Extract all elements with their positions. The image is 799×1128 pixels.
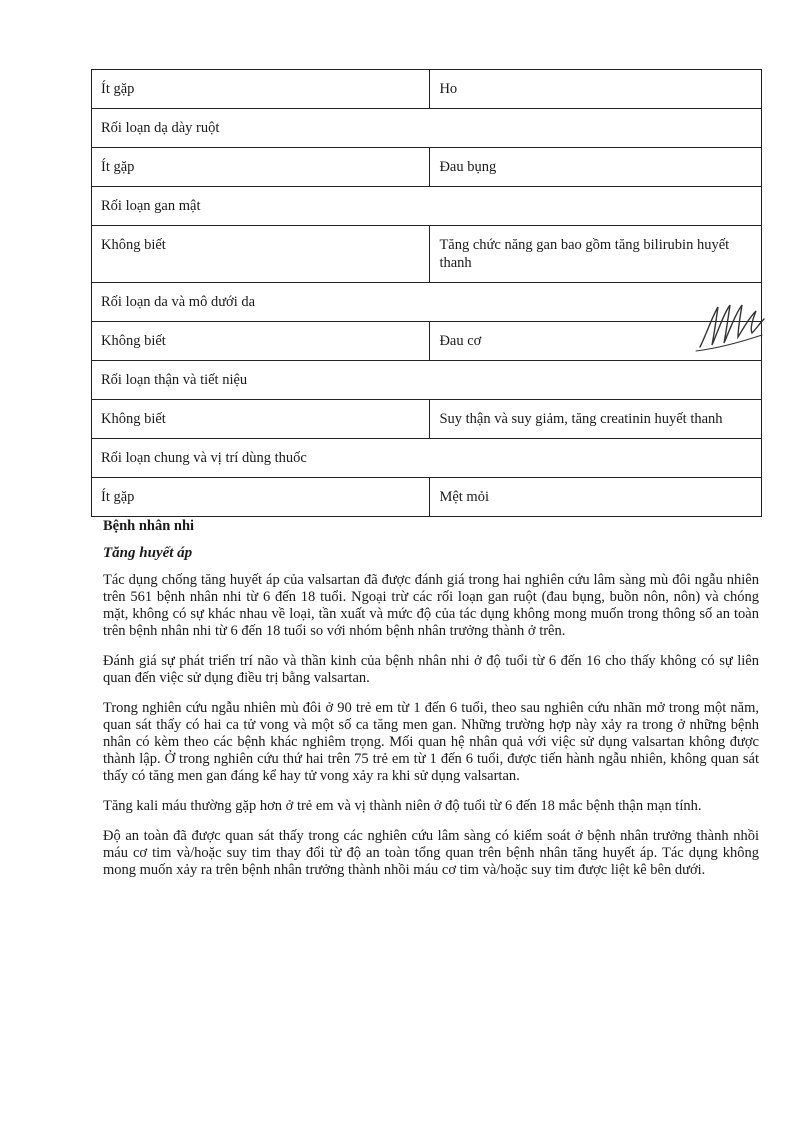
paragraph: Đánh giá sự phát triển trí não và thần kinh của bệnh nhân nhi ở độ tuổi từ 6 đến 16 cho thấy không có sự liên quan đến việc sử dụng điều trị bằng valsartan.: [103, 653, 759, 686]
frequency-cell: Ít gặp: [92, 70, 430, 109]
section-heading: Bệnh nhân nhi: [103, 518, 195, 534]
table-row: [92, 226, 762, 283]
section-label-cell: Rối loạn da và mô dưới da: [92, 283, 762, 322]
section-label-cell: Rối loạn gan mật: [92, 187, 762, 226]
frequency-cell: Ít gặp: [92, 148, 430, 187]
table-section-row: [92, 283, 762, 322]
effect-cell: Mệt mỏi: [430, 478, 762, 517]
effect-cell: Tăng chức năng gan bao gồm tăng bilirubin huyết thanh: [430, 226, 762, 283]
pediatric-section: [103, 518, 759, 892]
effect-cell: Suy thận và suy giảm, tăng creatinin huyết thanh: [430, 400, 762, 439]
frequency-cell: Không biết: [92, 322, 430, 361]
paragraph: Tăng kali máu thường gặp hơn ở trẻ em và vị thành niên ở độ tuổi từ 6 đến 18 mắc bệnh thận mạn tính.: [103, 798, 702, 814]
section-label-cell: Rối loạn thận và tiết niệu: [92, 361, 762, 400]
frequency-cell: Ít gặp: [92, 478, 430, 517]
table-row: [92, 400, 762, 439]
table-section-row: [92, 439, 762, 478]
subsection-heading: Tăng huyết áp: [103, 545, 193, 561]
effect-cell: Đau cơ: [430, 322, 762, 361]
frequency-cell: Không biết: [92, 400, 430, 439]
adverse-effects-table: [91, 69, 762, 517]
section-label-cell: Rối loạn chung và vị trí dùng thuốc: [92, 439, 762, 478]
paragraph: Độ an toàn đã được quan sát thấy trong các nghiên cứu lâm sàng có kiểm soát ở bệnh nhân trưởng thành nhồi máu cơ tim và/hoặc suy tim thay đổi từ độ an toàn tổng quan trên bệnh nhân tăng huyết áp. Tác dụng không mong muốn xảy ra trên bệnh nhân trưởng thành nhồi máu cơ tim và/hoặc suy tim được liệt kê bên dưới.: [103, 828, 759, 878]
paragraph: Tác dụng chống tăng huyết áp của valsartan đã được đánh giá trong hai nghiên cứu lâm sàng mù đôi ngẫu nhiên trên 561 bệnh nhân nhi từ 6 đến 18 tuổi. Ngoại trừ các rối loạn gan ruột (đau bụng, buồn nôn, nôn) và chóng mặt, không có sự khác nhau về loại, tần xuất và mức độ của tác dụng không mong muốn trong thông số an toàn trên bệnh nhân nhi từ 6 đến 18 tuổi so với nhóm bệnh nhân trưởng thành ở trên.: [103, 572, 759, 639]
table-section-row: [92, 361, 762, 400]
table-section-row: [92, 187, 762, 226]
table-section-row: [92, 109, 762, 148]
effect-cell: Đau bụng: [430, 148, 762, 187]
handwritten-signature: [692, 295, 772, 355]
table-row: [92, 148, 762, 187]
table-row: [92, 322, 762, 361]
effect-cell: Ho: [430, 70, 762, 109]
paragraph: Trong nghiên cứu ngẫu nhiên mù đôi ở 90 trẻ em từ 1 đến 6 tuổi, theo sau nghiên cứu nhãn mở trong một năm, quan sát thấy có hai ca tử vong và một số ca tăng men gan. Những trường hợp này xảy ra trong ở những bệnh nhân có kèm theo các bệnh khác nghiêm trọng. Mối quan hệ nhân quả với việc sử dụng valsartan không được thành lập. Ở trong nghiên cứu thứ hai trên 75 trẻ em từ 1 đến 6 tuổi, được tiến hành ngẫu nhiên, không quan sát thấy có tăng men gan đáng kể hay tử vong xảy ra khi sử dụng valsartan.: [103, 700, 759, 784]
frequency-cell: Không biết: [92, 226, 430, 283]
table-row: [92, 70, 762, 109]
table-row: [92, 478, 762, 517]
section-label-cell: Rối loạn dạ dày ruột: [92, 109, 762, 148]
